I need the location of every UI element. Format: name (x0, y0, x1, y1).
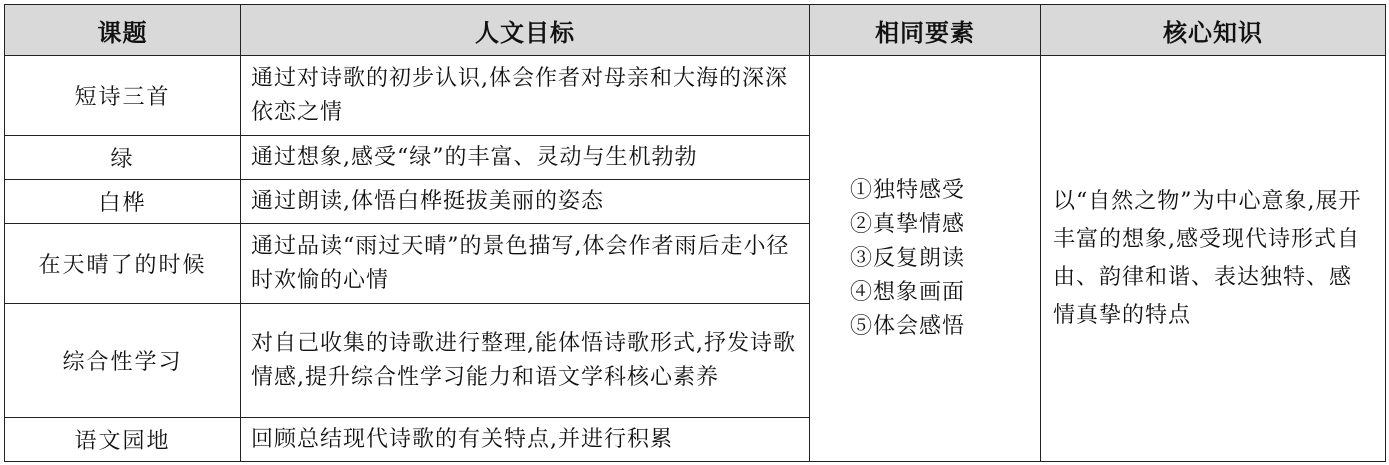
lesson-cell: 在天晴了的时候 (5, 224, 241, 304)
goal-cell: 通过品读“雨过天晴”的景色描写,体会作者雨后走小径时欢愉的心情 (241, 224, 810, 304)
table-container (4, 4, 1385, 462)
element-item: ①独特感受 (850, 177, 966, 203)
header-elements: 相同要素 (810, 5, 1041, 56)
goal-cell: 通过朗读,体悟白桦挺拔美丽的姿态 (241, 180, 810, 224)
lesson-cell: 综合性学习 (5, 304, 241, 418)
lesson-cell: 短诗三首 (5, 56, 241, 136)
element-item: ②真挚情感 (850, 211, 966, 237)
header-goal: 人文目标 (241, 5, 810, 56)
header-knowledge: 核心知识 (1041, 5, 1386, 56)
shared-elements-cell (810, 56, 1041, 462)
table-row (5, 56, 1386, 136)
lesson-cell: 白桦 (5, 180, 241, 224)
header-lesson: 课题 (5, 5, 241, 56)
element-item: ④想象画面 (850, 279, 966, 305)
goal-cell: 通过对诗歌的初步认识,体会作者对母亲和大海的深深依恋之情 (241, 56, 810, 136)
lesson-cell: 绿 (5, 136, 241, 180)
goal-cell: 通过想象,感受“绿”的丰富、灵动与生机勃勃 (241, 136, 810, 180)
element-item: ⑤体会感悟 (850, 313, 966, 339)
core-knowledge-cell: 以“自然之物”为中心意象,展开丰富的想象,感受现代诗形式自由、韵律和谐、表达独特、感情真挚的特点 (1041, 56, 1386, 462)
element-item: ③反复朗读 (850, 245, 966, 271)
header-row (5, 5, 1386, 56)
unit-summary-table (4, 4, 1386, 462)
lesson-cell: 语文园地 (5, 418, 241, 462)
goal-cell: 回顾总结现代诗歌的有关特点,并进行积累 (241, 418, 810, 462)
goal-cell: 对自己收集的诗歌进行整理,能体悟诗歌形式,抒发诗歌情感,提升综合性学习能力和语文学科核心素养 (241, 304, 810, 418)
